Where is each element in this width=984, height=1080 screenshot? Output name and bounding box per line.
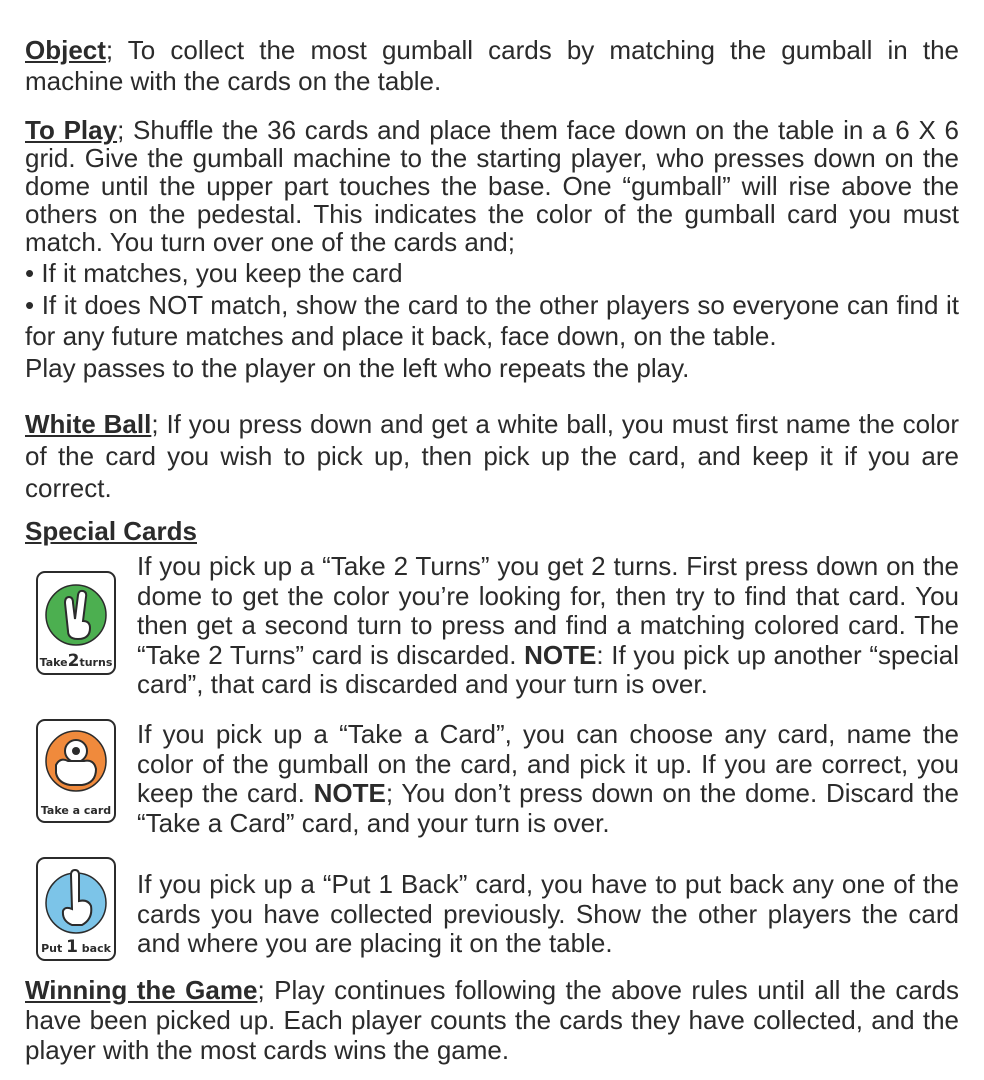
to-play-closing: Play passes to the player on the left who repeats the play. (25, 353, 690, 383)
object-text: To collect the most gumball cards by matching the gumball in the machine with the cards on the table. (25, 35, 959, 96)
take-2-turns-note: NOTE (524, 639, 597, 670)
to-play-bullet-match: • If it matches, you keep the card (25, 258, 403, 288)
winning-section (25, 975, 959, 1065)
white-ball-heading: White Ball (25, 409, 152, 439)
take-2-turns-card (36, 571, 116, 675)
take-2-turns-text: If you pick up a “Take 2 Turns” you get 2 turns. First press down on the dome to get the color you’re looking for, then try to find that card. You then get a second turn to press and find a matching colored card. The “Take 2 Turns” card is discarded. NOTE: If you pick up another “special card”, that card is discarded and your turn is over. (137, 551, 959, 699)
winning-text: Play continues following the above rules until all the cards have been picked up. Each player counts the cards they have collected, and the player with the most cards wins the game. (25, 975, 959, 1065)
take-a-card-text: If you pick up a “Take a Card”, you can choose any card, name the color of the gumball on the card, and pick it up. If you are correct, you keep the card. NOTE; You don’t press down on the dome. Discard the “Take a Card” card, and your turn is over. (137, 719, 960, 838)
put-1-back-card-label: Put 1 back (41, 937, 111, 957)
take-a-card-card (36, 719, 116, 823)
take-2-turns-card-label: Take2turns (39, 651, 113, 671)
winning-heading: Winning the Game (25, 975, 258, 1005)
to-play-section (25, 116, 959, 385)
winning-separator: ; (257, 975, 265, 1005)
to-play-bullet-no-match: • If it does NOT match, show the card to the other players so everyone can find it for any future matches and place it back, face down, on the table. (25, 290, 959, 351)
take-a-card-note: NOTE (313, 778, 386, 808)
object-heading: Object (25, 35, 106, 65)
to-play-text: Shuffle the 36 cards and place them face down on the table in a 6 X 6 grid. Give the gumball machine to the starting player, who presses down on the dome until the upper part touches the base. One “gumball” will rise above the others on the pedestal. This indicates the color of the gumball card you must match. You turn over one of the cards and; (25, 115, 959, 257)
to-play-separator: ; (117, 115, 125, 145)
white-ball-text: If you press down and get a white ball, you must first name the color of the card you wish to pick up, then pick up the card, and keep it if you are correct. (25, 409, 960, 503)
object-section (25, 35, 959, 97)
object-separator: ; (105, 35, 114, 65)
special-cards-heading-row (25, 516, 959, 547)
take-a-card-card-label: Take a card (40, 804, 112, 817)
to-play-heading: To Play (25, 115, 118, 145)
put-1-back-text: If you pick up a “Put 1 Back” card, you have to put back any one of the cards you have collected previously. Show the other players the card and where you are placing it on the table. (137, 869, 959, 958)
special-cards-heading: Special Cards (25, 516, 197, 546)
white-ball-separator: ; (151, 409, 159, 439)
put-1-back-card (36, 857, 116, 961)
white-ball-section (25, 408, 959, 504)
